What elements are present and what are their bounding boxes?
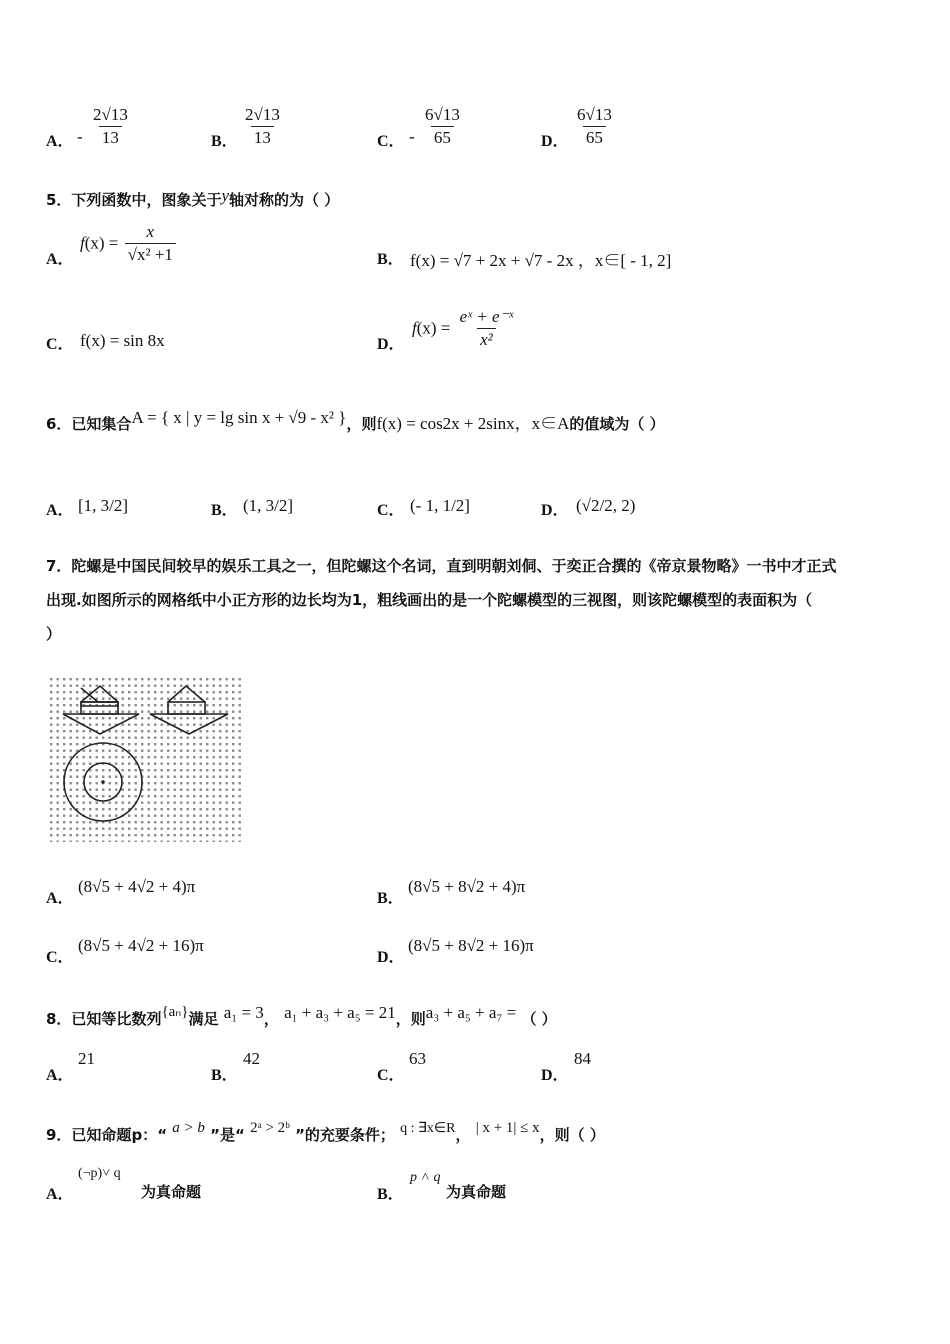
top-view-center (101, 780, 105, 784)
q4-option-d-label: D． (541, 133, 569, 150)
q5-option-a-fraction (125, 222, 176, 265)
q6-set-expr: A = { x | y = lg sin x + √9 - x² } (131, 408, 347, 427)
q8-sequence: {aₙ} (161, 1004, 189, 1020)
q4-option-b-den: 13 (251, 126, 274, 148)
q4-options (0, 100, 950, 160)
q4-option-b-label: B． (211, 133, 238, 150)
q9-stem-mid: 的充要条件； (304, 1126, 395, 1144)
q9-left-quote-2: “ (235, 1126, 245, 1144)
q7-option-a-value: (8√5 + 4√2 + 4)π (78, 877, 196, 896)
q4-option-c-sign: - (409, 127, 415, 146)
q8-stem-mid2: ，则 (395, 1010, 426, 1028)
q5-option-c-expr: f(x) = sin 8x (80, 331, 165, 350)
q7-option-d-label: D． (377, 949, 405, 966)
q8-option-c-label: C． (377, 1067, 405, 1084)
q4-option-c-fraction (422, 105, 463, 148)
q6-option-c-label: C． (377, 502, 405, 519)
q4-option-d-den: 65 (583, 126, 606, 148)
q4-option-a-label: A． (46, 133, 74, 150)
q5-stem-suffix: 轴对称的为（ ） (229, 191, 340, 209)
q6-option-a-value: [1, 3/2] (78, 496, 129, 515)
q5-stem-prefix: 5．下列函数中，图象关于 (46, 191, 222, 209)
q4-option-b-num: 2√13 (245, 105, 280, 124)
q8-target: a₃ + a₅ + a₇ = (425, 1003, 517, 1022)
q9-option-b-text: 为真命题 (446, 1183, 507, 1201)
q6-func-expr: f(x) = cos2x + 2sinx，x∈A (376, 414, 570, 433)
q9-stem (46, 1120, 605, 1145)
q7-three-view-figure (48, 676, 242, 842)
q5-option-a-den: √x² +1 (125, 243, 176, 265)
q9-right-quote: ” (210, 1126, 220, 1144)
q5-option-a-expr: f(x) = $\frac{x}{\text{√x² +1}}$ (80, 222, 178, 265)
q4-option-a-den: 13 (99, 126, 122, 148)
q7-option-a-label: A． (46, 890, 74, 907)
q5-option-d-fraction (457, 307, 517, 350)
q9-q-condition: | x + 1| ≤ x (475, 1120, 540, 1136)
q4-option-d-num: 6√13 (577, 105, 612, 124)
q4-option-c-num: 6√13 (425, 105, 460, 124)
q5-option-b-expr: f(x) = √7 + 2x + √7 - 2x ，x∈[ - 1, 2] (410, 251, 672, 270)
q7-option-c-label: C． (46, 949, 74, 966)
q8-stem (46, 1002, 557, 1029)
q6-stem-mid: ，则 (346, 415, 377, 433)
q4-option-b-fraction (242, 105, 283, 148)
q5-option-d-den: x² (477, 328, 496, 350)
q6-stem (46, 398, 665, 444)
q6-option-a-label: A． (46, 502, 74, 519)
q7-option-c-value: (8√5 + 4√2 + 16)π (78, 936, 204, 955)
q5-option-d-expr: f(x) = $\frac{\text{eˣ + e⁻ˣ}}{\text{x²}}$ (412, 307, 518, 350)
q9-option-a-expr: (¬p)˅ q (78, 1166, 121, 1181)
q7-option-b-value: (8√5 + 8√2 + 4)π (408, 877, 526, 896)
q8-stem-suffix: （ ） (521, 1010, 557, 1028)
q5-option-a-label: A． (46, 251, 74, 268)
q6-stem-prefix: 6．已知集合 (46, 415, 132, 433)
q6-option-b-value: (1, 3/2] (243, 496, 294, 515)
q4-option-a-num: 2√13 (93, 105, 128, 124)
q5-stem (46, 186, 339, 210)
q6-stem-suffix: 的值域为（ ） (569, 415, 665, 433)
q8-option-b-label: B． (211, 1067, 238, 1084)
q8-option-a-value: 21 (78, 1049, 95, 1068)
q5-option-d-label: D． (377, 336, 405, 353)
q4-option-a-sign: - (77, 127, 83, 146)
q6-option-c-value: (- 1, 1/2] (410, 496, 470, 515)
q5-option-d-num: eˣ + e⁻ˣ (459, 307, 514, 326)
q4-option-a-fraction (90, 105, 131, 148)
q5-option-c-label: C． (46, 336, 74, 353)
q7-option-d-value: (8√5 + 8√2 + 16)π (408, 936, 534, 955)
q7-stem-line-1: 7．陀螺是中国民间较早的娱乐工具之一，但陀螺这个名词，直到明朝刘侗、于奕正合撰的《帝京景物略》一书中才正式 (46, 557, 837, 575)
q9-stem-suffix: ，则（ ） (539, 1126, 605, 1144)
q9-stem-prefix: 9．已知命题p： (46, 1126, 158, 1144)
q9-is: 是 (220, 1126, 236, 1144)
q9-option-a-label: A． (46, 1186, 74, 1203)
q4-option-c-label: C． (377, 133, 405, 150)
q9-condition-1: a > b (172, 1120, 205, 1136)
q4-option-d-fraction (574, 105, 615, 148)
q8-stem-mid1: 满足 (188, 1010, 219, 1028)
q9-right-quote-2: ” (295, 1126, 305, 1144)
q8-stem-prefix: 8．已知等比数列 (46, 1010, 162, 1028)
q6-option-d-value: (√2/2, 2) (576, 496, 636, 515)
q4-option-c-den: 65 (431, 126, 454, 148)
q9-left-quote: “ (157, 1126, 168, 1144)
q7-stem (46, 549, 906, 651)
q9-option-b-label: B． (377, 1186, 404, 1203)
q8-option-d-label: D． (541, 1067, 569, 1084)
q5-stem-var: y (221, 186, 229, 205)
q5-option-a-num: x (146, 222, 155, 241)
q5-option-b-label: B． (377, 251, 404, 268)
q7-stem-line-2: 出现.如图所示的网格纸中小正方形的边长均为1，粗线画出的是一个陀螺模型的三视图，则该陀螺模型的表面积为（ (46, 591, 813, 609)
q6-option-b-label: B． (211, 502, 238, 519)
q8-option-d-value: 84 (574, 1049, 591, 1068)
q8-condition-2: a₁ + a₃ + a₅ = 21 (284, 1003, 396, 1022)
q9-option-a-text: 为真命题 (141, 1183, 202, 1201)
q8-comma: ， (263, 1010, 279, 1028)
q7-option-b-label: B． (377, 890, 404, 907)
q6-option-d-label: D． (541, 502, 569, 519)
q9-comma: ， (455, 1126, 471, 1144)
q7-stem-line-3: ） (46, 625, 62, 643)
grid-paper (48, 676, 242, 842)
q8-condition-1: a₁ = 3 (223, 1003, 264, 1022)
q9-q-expr: q : ∃x∈R (400, 1121, 456, 1136)
q9-condition-2: 2ᵃ > 2ᵇ (250, 1120, 290, 1136)
q8-option-a-label: A． (46, 1067, 74, 1084)
q8-option-c-value: 63 (409, 1049, 426, 1068)
q8-option-b-value: 42 (243, 1049, 260, 1068)
q9-option-b-expr: p ˄ q (410, 1170, 441, 1185)
